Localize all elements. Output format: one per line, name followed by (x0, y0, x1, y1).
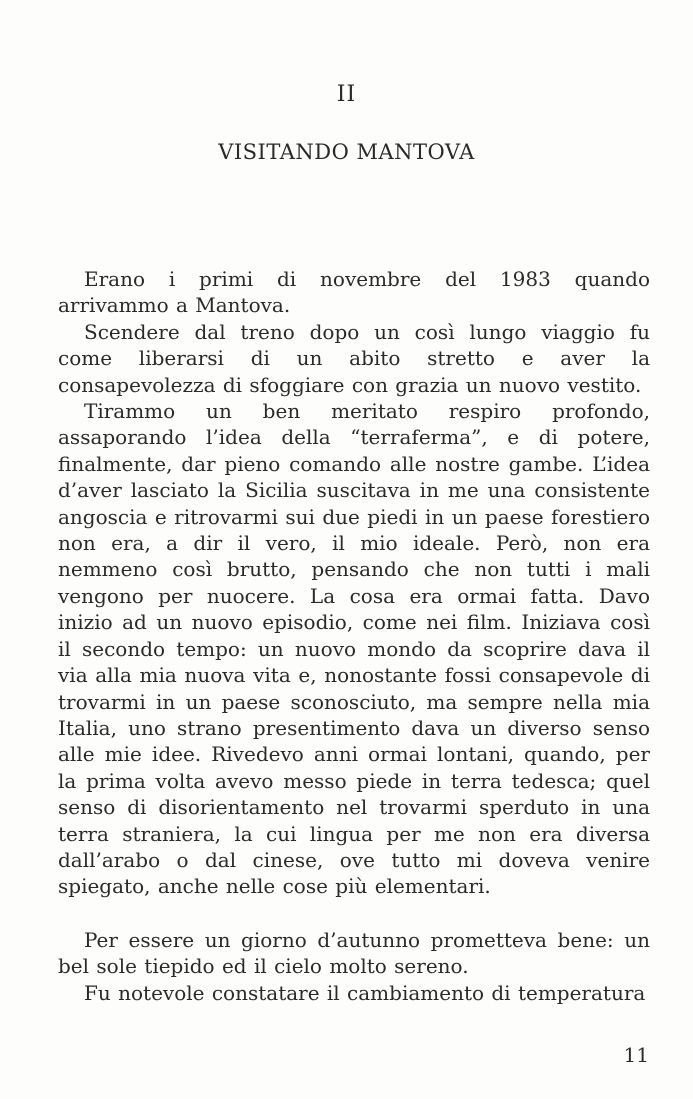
paragraph: Erano i primi di novembre del 1983 quando arrivammo a Mantova. (58, 267, 650, 318)
paragraph: Tirammo un ben meritato respiro profondo, assaporando l’idea della “terraferma”, e di potere, finalmente, dar pieno comando alle nostre gambe. L’idea d’aver lasciato la Sicilia suscitava in me una consistente angoscia e ritrovarmi sui due piedi in un paese forestiero non era, a dir il vero, il mio ideale. Però, non era nemmeno così brutto, pensando che non tutti i mali vengono per nuocere. La cosa era ormai fatta. Davo inizio ad un nuovo episodio, come nei film. Iniziava così il secondo tempo: un nuovo mondo da scoprire dava il via alla mia nuova vita e, nonostante fossi consapevole di trovarmi in un paese sconosciuto, ma sempre nella mia Italia, uno strano presentimento dava un diverso senso alle mie idee. Rivedevo anni ormai lontani, quando, per la prima volta avevo messo piede in terra tedesca; quel senso di disorientamento nel trovarmi sperduto in una terra straniera, la cui lingua per me non era diversa dall’arabo o dal cinese, ove tutto mi doveva venire spiegato, anche nelle cose più elementari. (58, 399, 650, 899)
paragraph: Scendere dal treno dopo un così lungo viaggio fu come liberarsi di un abito stretto e aver la consapevolezza di sfoggiare con grazia un nuovo vestito. (58, 319, 650, 397)
page-number: 11 (623, 1043, 649, 1067)
paragraph: Fu notevole constatare il cambiamento di temperatura (84, 980, 646, 1005)
paragraph: Per essere un giorno d’autunno prometteva bene: un bel sole tiepido ed il cielo molto sereno. (58, 927, 650, 979)
body-text (58, 266, 650, 1006)
chapter-number: II (336, 82, 357, 107)
chapter-title: VISITANDO MANTOVA (218, 140, 475, 164)
